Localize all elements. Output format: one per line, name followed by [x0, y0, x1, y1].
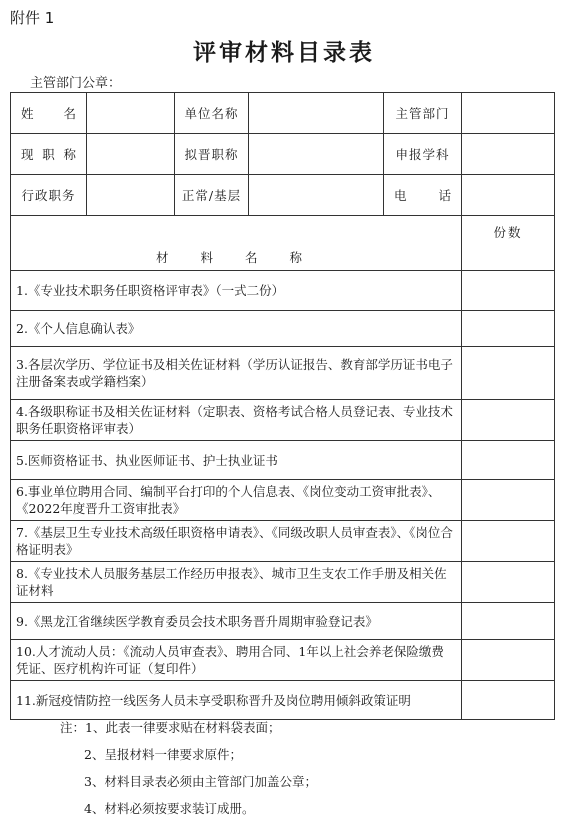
subject-field[interactable] [462, 134, 555, 175]
level-field[interactable] [249, 175, 384, 216]
level-label: 正常/基层 [175, 175, 249, 216]
material-item: 9.《黑龙江省继续医学教育委员会技术职务晋升周期审验登记表》 [11, 603, 462, 640]
material-item: 6.事业单位聘用合同、编制平台打印的个人信息表、《岗位变动工资审批表》、《2022年度晋升工资审批表》 [11, 480, 462, 521]
material-item: 3.各层次学历、学位证书及相关佐证材料（学历认证报告、教育部学历证书电子注册备案表或学籍档案） [11, 347, 462, 400]
material-row [11, 640, 555, 681]
note-item: 4、材料必须按要求装订成册。 [84, 801, 255, 816]
material-row [11, 521, 555, 562]
proposed-title-label: 拟晋职称 [175, 134, 249, 175]
count-field[interactable] [462, 480, 555, 521]
count-field[interactable] [462, 603, 555, 640]
count-field[interactable] [462, 400, 555, 441]
name-field[interactable] [87, 93, 175, 134]
material-item: 4.各级职称证书及相关佐证材料（定职表、资格考试合格人员登记表、专业技术职务任职资格评审表） [11, 400, 462, 441]
material-item: 10.人才流动人员：《流动人员审查表》、聘用合同、1年以上社会养老保险缴费凭证、医疗机构许可证（复印件） [11, 640, 462, 681]
dept-label: 主管部门 [384, 93, 462, 134]
material-row [11, 400, 555, 441]
material-row [11, 311, 555, 347]
material-item: 11.新冠疫情防控一线医务人员未享受职称晋升及岗位聘用倾斜政策证明 [11, 681, 462, 720]
count-field[interactable] [462, 271, 555, 311]
phone-label: 电 话 [384, 175, 462, 216]
count-field[interactable] [462, 681, 555, 720]
material-item: 5.医师资格证书、执业医师证书、护士执业证书 [11, 441, 462, 480]
count-field[interactable] [462, 521, 555, 562]
count-field[interactable] [462, 640, 555, 681]
unit-label: 单位名称 [175, 93, 249, 134]
material-row [11, 347, 555, 400]
review-materials-table [10, 92, 555, 720]
current-title-label: 现职称 [11, 134, 87, 175]
count-field[interactable] [462, 311, 555, 347]
material-row [11, 441, 555, 480]
name-label: 姓 名 [11, 93, 87, 134]
count-field[interactable] [462, 347, 555, 400]
materials-header-row [11, 216, 555, 271]
material-item: 8.《专业技术人员服务基层工作经历申报表》、城市卫生支农工作手册及相关佐证材料 [11, 562, 462, 603]
page-title: 评审材料目录表 [193, 39, 375, 66]
info-row-1 [11, 93, 555, 134]
info-row-2 [11, 134, 555, 175]
info-row-3 [11, 175, 555, 216]
dept-stamp-label: 主管部门公章： [30, 76, 122, 91]
proposed-title-field[interactable] [249, 134, 384, 175]
subject-label: 申报学科 [384, 134, 462, 175]
material-row [11, 562, 555, 603]
admin-post-field[interactable] [87, 175, 175, 216]
notes-section [60, 714, 317, 822]
material-row [11, 480, 555, 521]
material-row [11, 603, 555, 640]
count-field[interactable] [462, 562, 555, 603]
note-item: 3、材料目录表必须由主管部门加盖公章； [84, 774, 317, 789]
phone-field[interactable] [462, 175, 555, 216]
unit-field[interactable] [249, 93, 384, 134]
admin-post-label: 行政职务 [11, 175, 87, 216]
material-name-header: 材 料 名 称 [11, 216, 462, 271]
count-header: 份数 [462, 216, 555, 271]
note-item: 注：1、此表一律要求贴在材料袋表面； [60, 720, 281, 735]
material-row [11, 271, 555, 311]
note-item: 2、呈报材料一律要求原件； [84, 747, 242, 762]
dept-field[interactable] [462, 93, 555, 134]
material-item: 1.《专业技术职务任职资格评审表》（一式二份） [11, 271, 462, 311]
count-field[interactable] [462, 441, 555, 480]
material-item: 7.《基层卫生专业技术高级任职资格申请表》、《同级改职人员审查表》、《岗位合格证明表》 [11, 521, 462, 562]
attachment-label: 附件 1 [10, 9, 55, 27]
current-title-field[interactable] [87, 134, 175, 175]
material-item: 2.《个人信息确认表》 [11, 311, 462, 347]
